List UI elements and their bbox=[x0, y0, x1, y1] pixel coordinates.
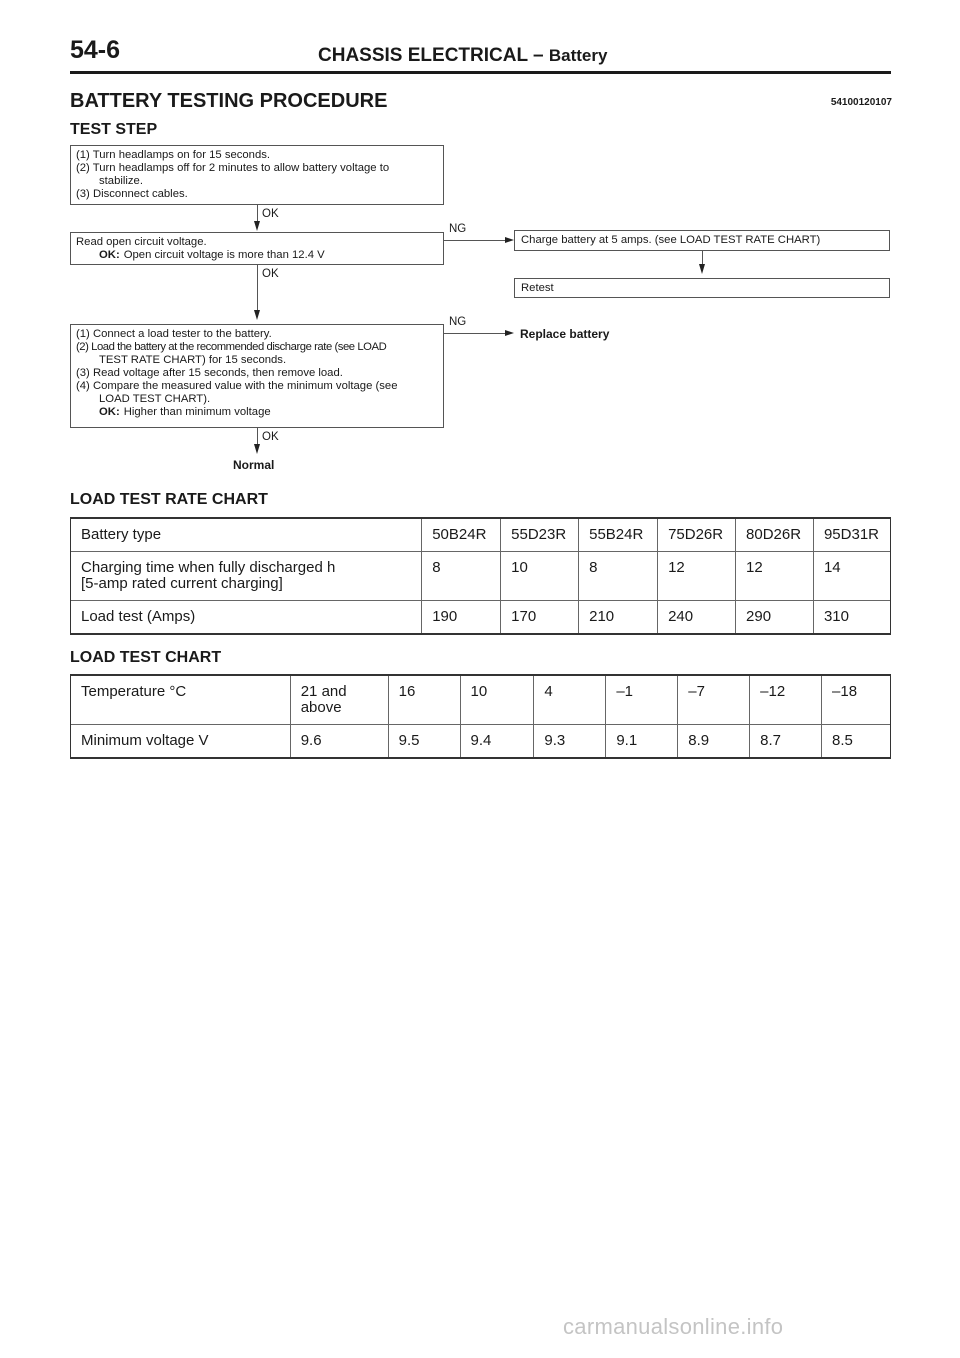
value-cell-text: 55B24R bbox=[589, 526, 644, 543]
step-box-3-line: LOAD TEST CHART). bbox=[99, 393, 211, 405]
normal-label: Normal bbox=[233, 458, 275, 472]
value-cell-text: 21 and bbox=[300, 683, 347, 700]
replace-battery-label: Replace battery bbox=[520, 327, 610, 341]
table-row bbox=[71, 601, 891, 635]
value-cell-text: 190 bbox=[432, 608, 458, 625]
header-title-sub: Battery bbox=[548, 46, 608, 65]
value-cell bbox=[388, 725, 460, 759]
step-box-1-line: stabilize. bbox=[99, 175, 143, 187]
table-row bbox=[71, 518, 891, 552]
value-cell-text: 9.3 bbox=[544, 732, 566, 749]
value-cell-text: 80D26R bbox=[746, 526, 802, 543]
value-cell-text: 9.5 bbox=[398, 732, 420, 749]
ok-criterion: Higher than minimum voltage bbox=[123, 406, 271, 418]
watermark: carmanualsonline.info bbox=[563, 1314, 784, 1339]
value-cell-text: –12 bbox=[760, 683, 786, 700]
value-cell-text: 9.4 bbox=[470, 732, 492, 749]
value-cell bbox=[813, 552, 890, 601]
step-box-1-line: (2) Turn headlamps off for 2 minutes to allow battery voltage to bbox=[76, 162, 390, 174]
value-cell-text: 310 bbox=[823, 608, 849, 625]
value-cell bbox=[606, 725, 678, 759]
row-label-cell bbox=[71, 552, 422, 601]
value-cell bbox=[658, 518, 736, 552]
value-cell bbox=[606, 675, 678, 725]
header-rule bbox=[70, 71, 891, 74]
value-cell-text: –18 bbox=[832, 683, 858, 700]
ok-label: OK bbox=[262, 208, 279, 220]
step-box-3-line: TEST RATE CHART) for 15 seconds. bbox=[99, 354, 287, 366]
load-test-rate-chart bbox=[70, 517, 891, 635]
arrow-right-icon bbox=[505, 237, 514, 243]
value-cell-text: 240 bbox=[668, 608, 694, 625]
arrow-down-icon bbox=[254, 221, 260, 231]
arrow-down-icon bbox=[699, 264, 705, 274]
charge-box: Charge battery at 5 amps. (see LOAD TEST RATE CHART) bbox=[514, 230, 890, 251]
value-cell-text: 9.1 bbox=[616, 732, 638, 749]
row-label-cell bbox=[71, 518, 422, 552]
value-cell bbox=[460, 725, 534, 759]
ok-label: OK bbox=[262, 431, 279, 443]
value-cell bbox=[422, 552, 501, 601]
row-label-cell bbox=[71, 675, 291, 725]
value-cell-text: 75D26R bbox=[668, 526, 724, 543]
row-label-cell bbox=[71, 601, 422, 635]
step-box-3-line: (1) Connect a load tester to the battery. bbox=[76, 328, 272, 340]
value-cell-text: 210 bbox=[589, 608, 615, 625]
value-cell bbox=[658, 552, 736, 601]
value-cell-text: 12 bbox=[746, 559, 763, 576]
step-box-1-line: (3) Disconnect cables. bbox=[76, 188, 188, 200]
value-cell-text: 170 bbox=[511, 608, 537, 625]
ok-prefix: OK: bbox=[99, 406, 120, 418]
table-row bbox=[71, 675, 891, 725]
value-cell-text: 8 bbox=[432, 559, 441, 576]
value-cell bbox=[501, 601, 579, 635]
arrow-right-icon bbox=[505, 330, 514, 336]
value-cell bbox=[822, 725, 891, 759]
value-cell-text: 4 bbox=[544, 683, 553, 700]
value-cell-text: –7 bbox=[688, 683, 705, 700]
step-box-2-line: Read open circuit voltage. bbox=[76, 236, 207, 248]
value-cell bbox=[388, 675, 460, 725]
ok-prefix: OK: bbox=[99, 249, 120, 261]
value-cell bbox=[813, 601, 890, 635]
step-box-3 bbox=[70, 324, 444, 428]
connector-line bbox=[257, 265, 258, 312]
row-label-cell bbox=[71, 725, 291, 759]
value-cell-text: 8.7 bbox=[760, 732, 781, 749]
value-cell bbox=[822, 675, 891, 725]
value-cell-text: 55D23R bbox=[511, 526, 567, 543]
ng-label: NG bbox=[449, 316, 467, 328]
value-cell bbox=[678, 725, 750, 759]
value-cell bbox=[422, 601, 501, 635]
row-label-cell-text: [5-amp rated current charging] bbox=[81, 575, 283, 592]
step-box-3-line: (3) Read voltage after 15 seconds, then remove load. bbox=[76, 367, 343, 379]
value-cell bbox=[736, 518, 814, 552]
value-cell bbox=[736, 552, 814, 601]
value-cell-text: 8.5 bbox=[832, 732, 853, 749]
value-cell-text: –1 bbox=[616, 683, 634, 700]
retest-box: Retest bbox=[514, 278, 890, 298]
row-label-cell-text: Temperature °C bbox=[81, 683, 187, 700]
row-label-cell-text: Minimum voltage V bbox=[81, 732, 209, 749]
value-cell bbox=[501, 518, 579, 552]
value-cell-text: 8 bbox=[589, 559, 598, 576]
page-number: 54-6 bbox=[70, 36, 121, 64]
section-title: BATTERY TESTING PROCEDURE bbox=[70, 90, 388, 112]
value-cell-text: 8.9 bbox=[688, 732, 710, 749]
table-row bbox=[71, 552, 891, 601]
ok-criterion: Open circuit voltage is more than 12.4 V bbox=[123, 249, 325, 261]
value-cell-text: 9.6 bbox=[300, 732, 322, 749]
value-cell-text: 10 bbox=[470, 683, 488, 700]
row-label-cell-text: Battery type bbox=[81, 526, 162, 543]
value-cell bbox=[750, 725, 822, 759]
value-cell bbox=[579, 552, 658, 601]
value-cell-text: 16 bbox=[398, 683, 416, 700]
value-cell bbox=[534, 675, 606, 725]
step-box-1 bbox=[70, 145, 444, 205]
value-cell-text: 95D31R bbox=[823, 526, 880, 543]
step-box-3-line: (2) Load the battery at the recommended discharge rate (see LOAD bbox=[76, 341, 387, 353]
row-label-cell-text: Charging time when fully discharged h bbox=[81, 559, 336, 576]
test-step-heading: TEST STEP bbox=[70, 121, 158, 138]
value-cell bbox=[750, 675, 822, 725]
value-cell bbox=[658, 601, 736, 635]
header-title-main: CHASSIS ELECTRICAL bbox=[318, 45, 528, 66]
table-row bbox=[71, 725, 891, 759]
value-cell-text: 12 bbox=[668, 559, 685, 576]
connector-line bbox=[444, 240, 506, 241]
value-cell bbox=[579, 518, 658, 552]
step-box-2 bbox=[70, 232, 444, 265]
value-cell bbox=[501, 552, 579, 601]
arrow-down-icon bbox=[254, 444, 260, 454]
value-cell bbox=[534, 725, 606, 759]
connector-line bbox=[444, 333, 506, 334]
row-label-cell-text: Load test (Amps) bbox=[81, 608, 196, 625]
value-cell bbox=[290, 725, 388, 759]
value-cell-text: 10 bbox=[511, 559, 528, 576]
ng-label: NG bbox=[449, 223, 467, 235]
section-code: 54100120107 bbox=[830, 97, 892, 108]
load-test-chart-heading: LOAD TEST CHART bbox=[70, 649, 222, 666]
load-test-chart bbox=[70, 674, 891, 759]
value-cell bbox=[736, 601, 814, 635]
value-cell bbox=[422, 518, 501, 552]
connector-line bbox=[702, 251, 703, 265]
value-cell-text: 14 bbox=[823, 559, 841, 576]
header-title-dash: – bbox=[533, 45, 544, 66]
step-box-3-line: (4) Compare the measured value with the minimum voltage (see bbox=[76, 380, 398, 392]
value-cell-text: above bbox=[300, 699, 342, 716]
value-cell bbox=[290, 675, 388, 725]
value-cell bbox=[579, 601, 658, 635]
value-cell bbox=[678, 675, 750, 725]
ok-label: OK bbox=[262, 268, 279, 280]
header-title bbox=[318, 45, 607, 67]
load-test-rate-chart-heading: LOAD TEST RATE CHART bbox=[70, 491, 268, 508]
step-box-1-line: (1) Turn headlamps on for 15 seconds. bbox=[76, 149, 271, 161]
value-cell bbox=[460, 675, 534, 725]
value-cell-text: 50B24R bbox=[432, 526, 487, 543]
value-cell bbox=[813, 518, 890, 552]
arrow-down-icon bbox=[254, 310, 260, 320]
value-cell-text: 290 bbox=[746, 608, 772, 625]
